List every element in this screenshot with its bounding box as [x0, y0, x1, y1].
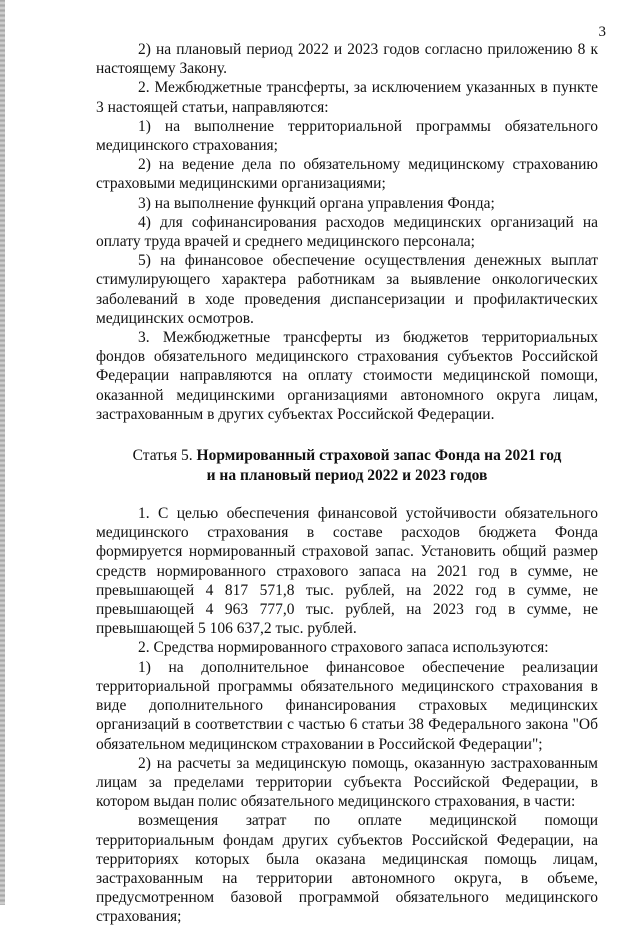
article-title-line2: и на плановый период 2022 и 2023 годов — [206, 467, 488, 485]
paragraph: 5) на финансовое обеспечение осуществления денежных выплат стимулирующего характера работникам за выявление онкологических заболеваний в ходе проведения диспансеризации и профилактических медицинских осмотров. — [96, 252, 598, 327]
page-number: 3 — [598, 24, 606, 40]
paragraph: 4) для софинансирования расходов медицинских организаций на оплату труда врачей и среднего медицинского персонала; — [96, 213, 598, 251]
scan-edge — [0, 0, 5, 905]
paragraph: 2) на расчеты за медицинскую помощь, оказанную застрахованным лицам за пределами территории субъекта Российской Федерации, в котором выдан полис обязательного медицинского страхования, в части: — [96, 754, 598, 811]
document-body — [96, 40, 598, 927]
paragraph: 1) на выполнение территориальной программы обязательного медицинского страхования; — [96, 117, 598, 155]
paragraph: 2) на ведение дела по обязательному медицинскому страхованию страховыми медицинскими организациями; — [96, 156, 598, 193]
paragraph: 2. Межбюджетные трансферты, за исключением указанных в пункте 3 настоящей статьи, направляются: — [96, 79, 598, 116]
paragraph: 1. С целью обеспечения финансовой устойчивости обязательного медицинского страхования в составе расходов бюджета Фонда формируется нормированный страховой запас. Установить общий размер средств нормированного страхового запаса на 2021 год в сумме, не превышающей 4 817 571,8 тыс. рублей, на 2022 год в сумме, не превышающей 4 963 777,0 тыс. рублей, на 2023 год в сумме, не превышающей 5 106 637,2 тыс. рублей. — [96, 505, 598, 638]
article-prefix: Статья 5. — [132, 447, 193, 465]
paragraph: 2. Средства нормированного страхового запаса используются: — [138, 639, 549, 657]
paragraph: 3. Межбюджетные трансферты из бюджетов территориальных фондов обязательного медицинского страхования субъектов Российской Федерации направляются на оплату стоимости медицинской помощи, оказанной медицинскими организациями автономного округа лицам, застрахованным в других субъектах Российской Федерации. — [96, 329, 598, 423]
paragraph: 1) на дополнительное финансовое обеспечение реализации территориальной программы обязательного медицинского страхования в виде дополнительного финансирования страховых медицинских организаций в соответствии с частью 6 статьи 38 Федерального закона "Об обязательном медицинском страховании в Российской Федерации"; — [96, 658, 598, 753]
article-heading — [96, 446, 598, 486]
paragraph: возмещения затрат по оплате медицинской помощи территориальным фондам других субъектов Российской Федерации, на территориях которых была оказана медицинская помощь лицам, застрахованным на территории автономного округа, в объеме, предусмотренном базовой программой обязательного медицинского страхования; — [96, 812, 598, 926]
article-title-line1: Нормированный страховой запас Фонда на 2021 год — [196, 447, 562, 465]
paragraph: 2) на плановый период 2022 и 2023 годов согласно приложению 8 к настоящему Закону. — [96, 41, 598, 78]
paragraph: 3) на выполнение функций органа управления Фонда; — [138, 194, 495, 212]
